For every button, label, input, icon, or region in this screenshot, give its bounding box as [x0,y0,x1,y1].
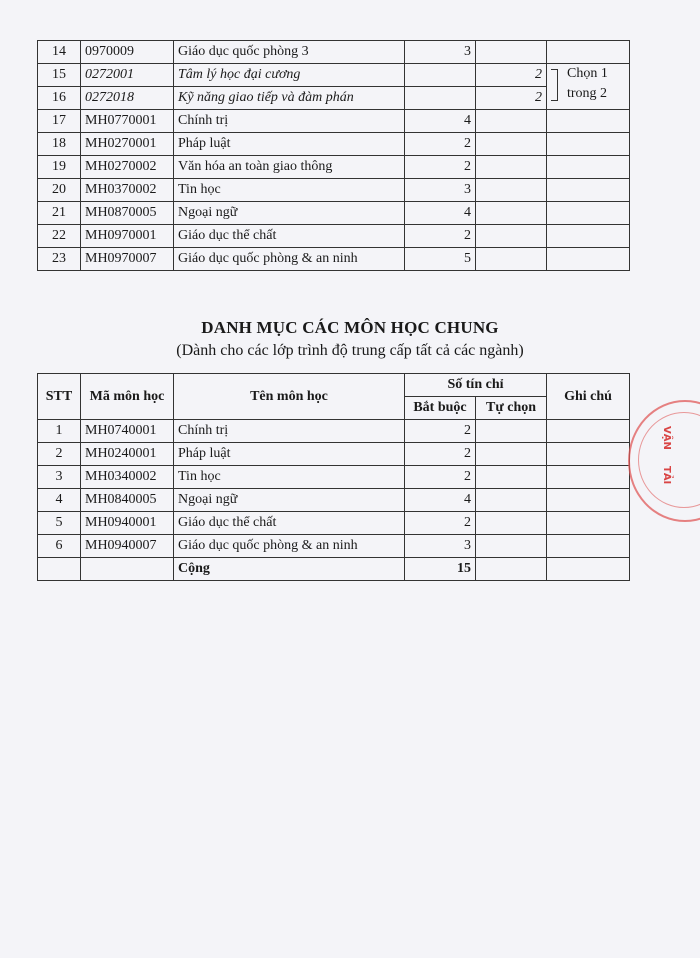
table-row [38,179,630,202]
row-optional [476,466,547,489]
row-required: 4 [405,110,476,133]
row-note [547,133,630,156]
row-stt: 3 [38,466,81,489]
total-label: Cộng [174,558,405,581]
row-optional [476,202,547,225]
row-stt: 6 [38,535,81,558]
row-name: Giáo dục quốc phòng & an ninh [174,248,405,271]
row-optional [476,133,547,156]
row-optional [476,110,547,133]
row-note [547,512,630,535]
row-name: Tâm lý học đại cương [174,64,405,87]
row-note [547,248,630,271]
row-code: MH0970007 [81,248,174,271]
row-stt: 22 [38,225,81,248]
row-required: 2 [405,443,476,466]
row-optional [476,156,547,179]
header-credits: Số tín chỉ [405,374,547,397]
row-note [547,41,630,64]
row-name: Giáo dục thể chất [174,512,405,535]
row-required [405,87,476,110]
row-code: MH0970001 [81,225,174,248]
row-name: Giáo dục quốc phòng 3 [174,41,405,64]
row-name: Chính trị [174,420,405,443]
header-required: Bắt buộc [405,397,476,420]
row-optional [476,512,547,535]
total-stt [38,558,81,581]
row-optional [476,248,547,271]
row-required: 4 [405,202,476,225]
row-note [547,110,630,133]
section-title: DANH MỤC CÁC MÔN HỌC CHUNG [201,318,499,337]
table-row [38,535,630,558]
header-row [38,374,630,397]
general-courses-body [38,420,630,581]
row-stt: 18 [38,133,81,156]
table-row [38,420,630,443]
row-note [547,420,630,443]
row-optional: 2 [476,64,547,87]
row-stt: 2 [38,443,81,466]
row-stt: 15 [38,64,81,87]
row-stt: 20 [38,179,81,202]
row-code: MH0740001 [81,420,174,443]
stamp-text-a: VẬN [661,426,672,450]
row-code: MH0840005 [81,489,174,512]
course-table-body [38,41,630,271]
table-row [38,156,630,179]
total-value: 15 [405,558,476,581]
row-optional [476,179,547,202]
row-required: 5 [405,248,476,271]
choose-note-line1: Chọn 1 [567,66,608,81]
row-note [547,466,630,489]
row-note [547,535,630,558]
table-header [38,374,630,420]
row-code: MH0940001 [81,512,174,535]
row-name: Văn hóa an toàn giao thông [174,156,405,179]
row-required: 3 [405,41,476,64]
row-name: Pháp luật [174,133,405,156]
row-code: 0272001 [81,64,174,87]
total-row [38,558,630,581]
header-stt: STT [38,374,81,420]
row-code: MH0370002 [81,179,174,202]
row-note [547,443,630,466]
table-row [38,41,630,64]
header-code: Mã môn học [81,374,174,420]
row-note [547,489,630,512]
header-optional: Tự chọn [476,397,547,420]
row-required: 3 [405,179,476,202]
row-note [547,202,630,225]
row-stt: 14 [38,41,81,64]
row-note [547,179,630,202]
row-optional [476,535,547,558]
row-stt: 4 [38,489,81,512]
row-code: MH0240001 [81,443,174,466]
row-name: Chính trị [174,110,405,133]
table-row [38,133,630,156]
row-name: Ngoại ngữ [174,202,405,225]
row-required: 2 [405,420,476,443]
row-code: MH0770001 [81,110,174,133]
total-optional [476,558,547,581]
table-row [38,87,630,110]
row-name: Tin học [174,179,405,202]
row-optional [476,489,547,512]
row-optional [476,41,547,64]
row-name: Giáo dục thể chất [174,225,405,248]
row-required [405,64,476,87]
row-code: MH0870005 [81,202,174,225]
row-required: 2 [405,156,476,179]
row-optional [476,420,547,443]
section-subtitle: (Dành cho các lớp trình độ trung cấp tất cả các ngành) [176,342,524,359]
table-row [38,443,630,466]
row-optional [476,225,547,248]
row-code: 0970009 [81,41,174,64]
row-required: 3 [405,535,476,558]
row-code: MH0940007 [81,535,174,558]
row-name: Tin học [174,466,405,489]
row-stt: 21 [38,202,81,225]
row-stt: 23 [38,248,81,271]
general-courses-table [37,373,630,581]
row-required: 2 [405,466,476,489]
stamp-text-b: TẢI [661,466,672,485]
table-row [38,248,630,271]
row-code: MH0340002 [81,466,174,489]
table-row [38,225,630,248]
bracket-mark [551,69,558,101]
table-row [38,110,630,133]
row-code: 0272018 [81,87,174,110]
choose-note-line2: trong 2 [567,86,608,101]
total-note [547,558,630,581]
choose-note-text [567,64,627,104]
header-name: Tên môn học [174,374,405,420]
table-row [38,512,630,535]
choose-one-note [547,64,630,110]
row-optional: 2 [476,87,547,110]
table-row [38,64,630,87]
row-note [547,225,630,248]
row-required: 2 [405,225,476,248]
row-stt: 17 [38,110,81,133]
row-optional [476,443,547,466]
row-name: Kỹ năng giao tiếp và đàm phán [174,87,405,110]
row-code: MH0270002 [81,156,174,179]
row-name: Giáo dục quốc phòng & an ninh [174,535,405,558]
row-code: MH0270001 [81,133,174,156]
total-code [81,558,174,581]
row-stt: 1 [38,420,81,443]
row-required: 2 [405,133,476,156]
table-row [38,466,630,489]
row-required: 4 [405,489,476,512]
row-stt: 16 [38,87,81,110]
table-row [38,489,630,512]
header-note: Ghi chú [547,374,630,420]
row-required: 2 [405,512,476,535]
row-stt: 5 [38,512,81,535]
table-row [38,202,630,225]
course-table-continued [37,40,630,271]
row-note [547,156,630,179]
row-stt: 19 [38,156,81,179]
row-name: Pháp luật [174,443,405,466]
row-name: Ngoại ngữ [174,489,405,512]
